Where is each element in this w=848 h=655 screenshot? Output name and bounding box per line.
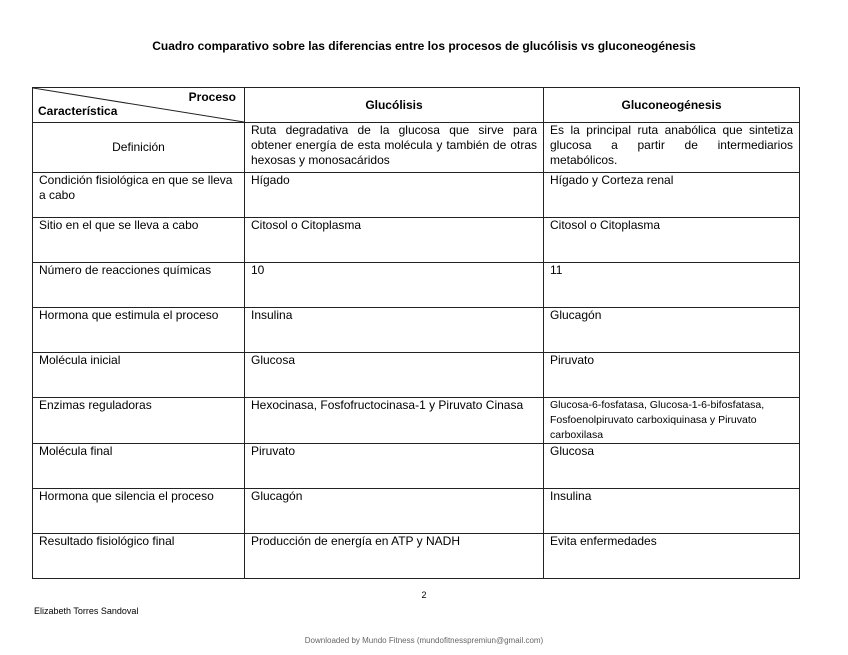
gluconeogenesis-cell: Hígado y Corteza renal xyxy=(544,173,800,218)
gluconeogenesis-cell: Glucosa xyxy=(544,444,800,489)
page-number: 2 xyxy=(421,590,427,600)
diagonal-header-cell xyxy=(33,88,245,123)
gluconeogenesis-cell: Glucagón xyxy=(544,308,800,353)
download-footer: Downloaded by Mundo Fitness (mundofitnesspremiun@gmail.com) xyxy=(304,636,544,645)
row-label: Resultado fisiológico final xyxy=(33,534,245,579)
table-row xyxy=(33,353,800,398)
gluconeogenesis-cell: Es la principal ruta anabólica que sintetiza glucosa a partir de intermediarios metabólicos. xyxy=(544,123,800,173)
row-label: Sitio en el que se lleva a cabo xyxy=(33,218,245,263)
table-row xyxy=(33,173,800,218)
corner-label-proceso: Proceso xyxy=(188,90,236,104)
row-label: Hormona que estimula el proceso xyxy=(33,308,245,353)
comparison-table xyxy=(32,87,800,579)
table-row xyxy=(33,534,800,579)
table-row xyxy=(33,444,800,489)
glucolisis-cell: Producción de energía en ATP y NADH xyxy=(245,534,544,579)
row-label: Enzimas reguladoras xyxy=(33,398,245,444)
glucolisis-cell: Hígado xyxy=(245,173,544,218)
table-header-row xyxy=(33,88,800,123)
table-row xyxy=(33,308,800,353)
row-label: Molécula final xyxy=(33,444,245,489)
corner-label-caracteristica: Característica xyxy=(38,104,118,118)
gluconeogenesis-cell: Evita enfermedades xyxy=(544,534,800,579)
gluconeogenesis-cell: 11 xyxy=(544,263,800,308)
gluconeogenesis-cell: Piruvato xyxy=(544,353,800,398)
glucolisis-cell: 10 xyxy=(245,263,544,308)
glucolisis-cell: Glucosa xyxy=(245,353,544,398)
gluconeogenesis-cell: Glucosa-6-fosfatasa, Glucosa-1-6-bifosfatasa, Fosfoenolpiruvato carboxiquinasa y Piruvato carboxilasa xyxy=(544,398,800,444)
table-row xyxy=(33,123,800,173)
author-name: Elizabeth Torres Sandoval xyxy=(34,606,139,616)
glucolisis-cell: Hexocinasa, Fosfofructocinasa-1 y Piruvato Cinasa xyxy=(245,398,544,444)
glucolisis-cell: Citosol o Citoplasma xyxy=(245,218,544,263)
row-label: Hormona que silencia el proceso xyxy=(33,489,245,534)
table-row xyxy=(33,398,800,444)
glucolisis-cell: Glucagón xyxy=(245,489,544,534)
row-label: Molécula inicial xyxy=(33,353,245,398)
table-row xyxy=(33,218,800,263)
glucolisis-cell: Piruvato xyxy=(245,444,544,489)
row-label: Número de reacciones químicas xyxy=(33,263,245,308)
table-row xyxy=(33,489,800,534)
glucolisis-cell: Insulina xyxy=(245,308,544,353)
column-header-glucolisis: Glucólisis xyxy=(245,88,544,123)
column-header-gluconeogenesis: Gluconeogénesis xyxy=(544,88,800,123)
glucolisis-cell: Ruta degradativa de la glucosa que sirve para obtener energía de esta molécula y también de otras hexosas y monosacáridos xyxy=(245,123,544,173)
row-label: Condición fisiológica en que se lleva a cabo xyxy=(33,173,245,218)
document-title: Cuadro comparativo sobre las diferencias entre los procesos de glucólisis vs gluconeogénesis xyxy=(152,39,696,53)
row-label: Definición xyxy=(33,123,245,173)
gluconeogenesis-cell: Insulina xyxy=(544,489,800,534)
table-row xyxy=(33,263,800,308)
gluconeogenesis-cell: Citosol o Citoplasma xyxy=(544,218,800,263)
